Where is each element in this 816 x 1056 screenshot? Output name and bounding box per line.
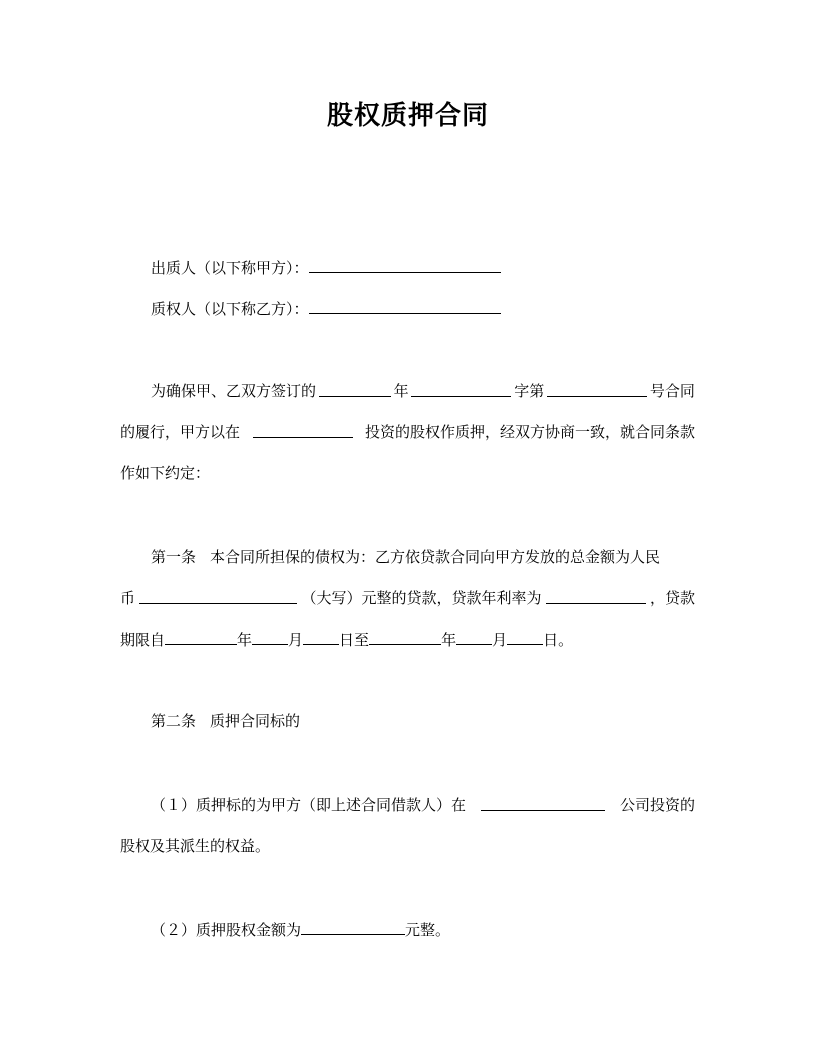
loan-amount-blank[interactable] bbox=[139, 587, 297, 604]
pledgor-blank[interactable] bbox=[309, 256, 501, 273]
contract-party-blank[interactable] bbox=[319, 380, 391, 397]
article2-item1-line-1 bbox=[151, 794, 695, 816]
article2-item1-text-1: （１）质押标的为甲方（即上述合同借款人）在 bbox=[151, 796, 467, 814]
article2-heading: 第二条 bbox=[151, 712, 197, 730]
article1-line-1 bbox=[151, 546, 731, 568]
article1-line-3 bbox=[120, 628, 700, 651]
article1-text-10: 月 bbox=[492, 631, 508, 649]
pledgee-blank[interactable] bbox=[309, 297, 501, 314]
article1-text-7: 月 bbox=[288, 631, 304, 649]
preamble-text-4: 号合同 bbox=[649, 382, 695, 400]
preamble-line-1 bbox=[151, 380, 695, 402]
article1-text-3: （大写）元整的贷款，贷款年利率为 bbox=[301, 589, 542, 607]
contract-number-blank[interactable] bbox=[547, 380, 647, 397]
end-day-blank[interactable] bbox=[507, 628, 543, 645]
article1-text-9: 年 bbox=[441, 631, 457, 649]
preamble-text-6: 投资的股权作质押，经双方协商一致，就合同条款 bbox=[364, 423, 695, 441]
article2-item2-line bbox=[151, 918, 731, 941]
article2-heading-text: 质押合同标的 bbox=[210, 712, 301, 730]
article2-item1-line-2 bbox=[120, 835, 700, 857]
contract-year-blank[interactable] bbox=[411, 380, 511, 397]
start-month-blank[interactable] bbox=[252, 628, 288, 645]
article1-text-1: 本合同所担保的债权为：乙方依贷款合同向甲方发放的总金额为人民 bbox=[210, 548, 661, 566]
preamble-text-5: 的履行，甲方以在 bbox=[120, 423, 241, 441]
start-day-blank[interactable] bbox=[303, 628, 339, 645]
article1-text-8: 日至 bbox=[339, 631, 370, 649]
article2-item2-text-2: 元整。 bbox=[405, 921, 451, 939]
article1-text-5: 期限自 bbox=[120, 631, 166, 649]
article1-text-4: ，贷款 bbox=[649, 589, 695, 607]
article2-item1-text-2: 公司投资的 bbox=[619, 796, 695, 814]
end-year-blank[interactable] bbox=[369, 628, 441, 645]
pledgor-label: 出质人（以下称甲方）： bbox=[151, 259, 309, 277]
article2-item1-text-3: 股权及其派生的权益。 bbox=[120, 837, 271, 855]
article2-heading-line bbox=[151, 710, 731, 732]
interest-rate-blank[interactable] bbox=[546, 587, 646, 604]
preamble-text-7: 作如下约定： bbox=[120, 464, 211, 482]
end-month-blank[interactable] bbox=[456, 628, 492, 645]
article1-text-2: 币 bbox=[120, 589, 136, 607]
preamble-text-1: 为确保甲、乙双方签订的 bbox=[151, 382, 317, 400]
article1-line-2 bbox=[120, 587, 695, 609]
article1-text-11: 日。 bbox=[543, 631, 574, 649]
pledge-amount-blank[interactable] bbox=[301, 918, 405, 935]
pledgor-line bbox=[151, 256, 731, 279]
pledgee-line bbox=[151, 297, 731, 320]
preamble-text-3: 字第 bbox=[514, 382, 545, 400]
pledgee-label: 质权人（以下称乙方）： bbox=[151, 300, 309, 318]
preamble-text-2: 年 bbox=[393, 382, 409, 400]
pledged-company-blank[interactable] bbox=[481, 794, 605, 811]
preamble-line-3 bbox=[120, 462, 700, 484]
article2-item2-text-1: （２）质押股权金额为 bbox=[151, 921, 302, 939]
article1-text-6: 年 bbox=[237, 631, 253, 649]
investment-target-blank[interactable] bbox=[253, 421, 353, 438]
start-year-blank[interactable] bbox=[165, 628, 237, 645]
document-title: 股权质押合同 bbox=[326, 101, 489, 131]
article1-heading: 第一条 bbox=[151, 548, 197, 566]
preamble-line-2 bbox=[120, 421, 695, 443]
